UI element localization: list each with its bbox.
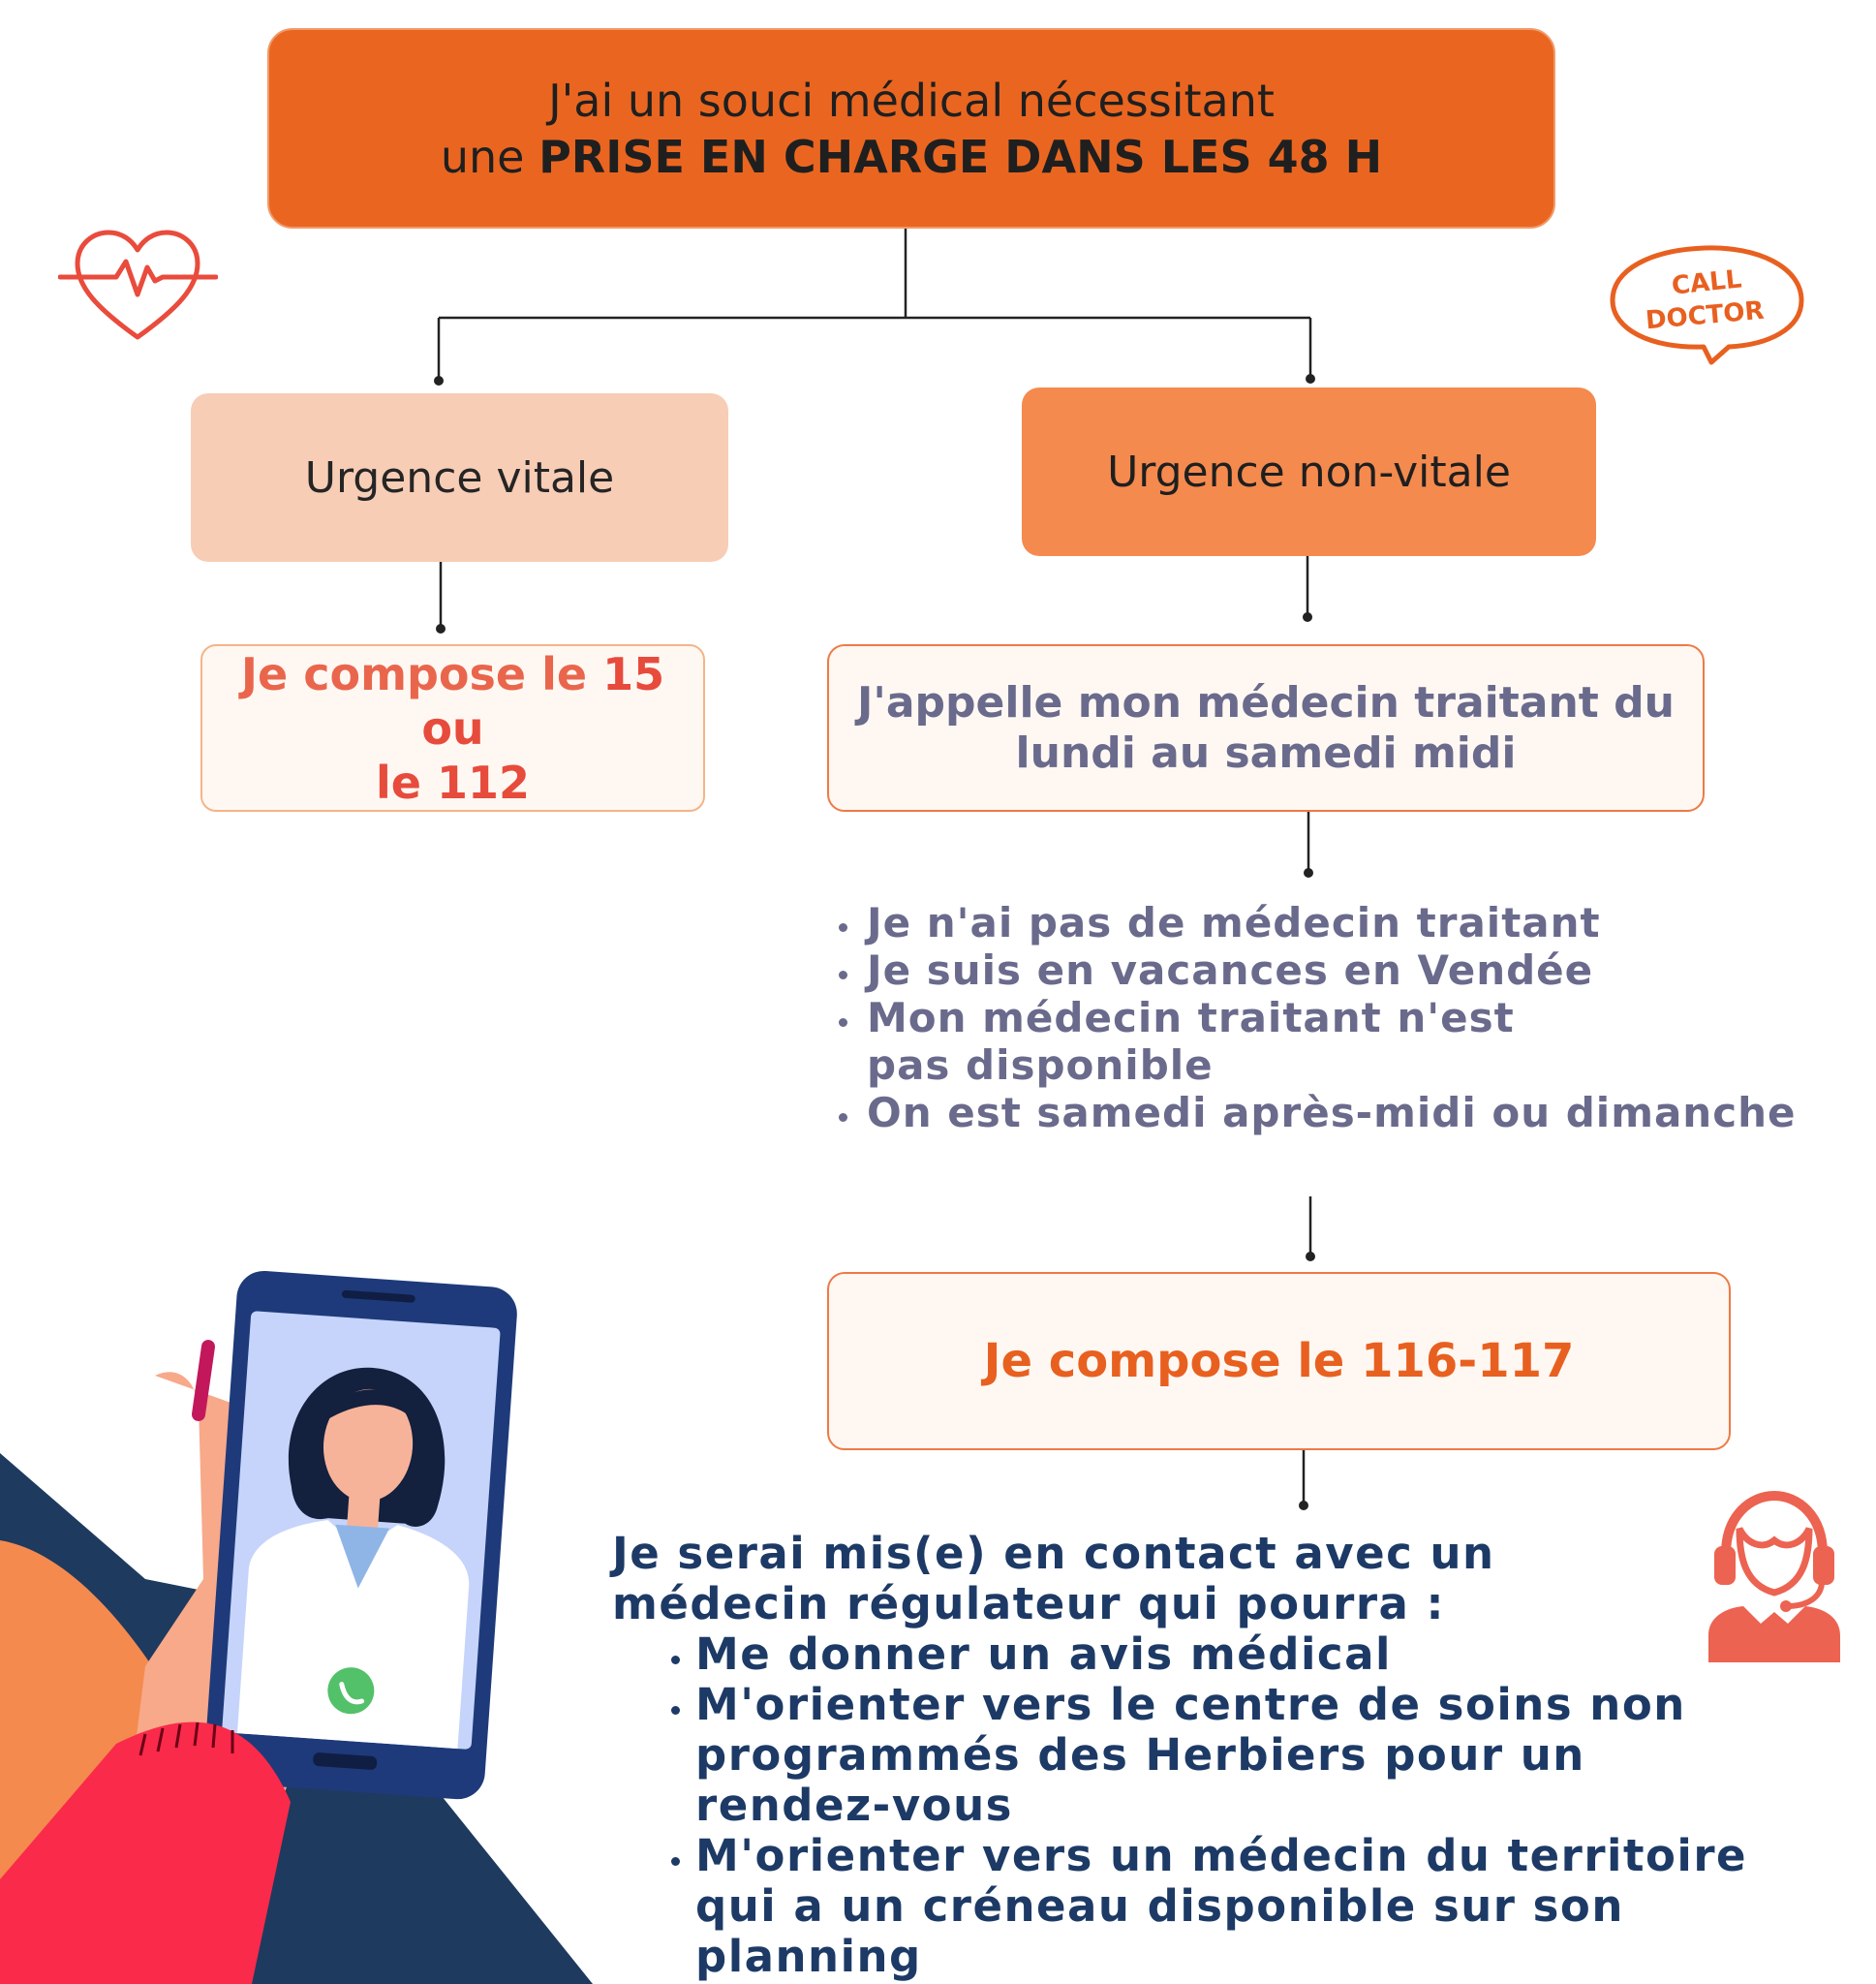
question-line2-prefix: une	[440, 130, 539, 183]
condition-item: • Je n'ai pas de médecin traitant	[863, 899, 1812, 946]
call-doctor-line2: DOCTOR	[1644, 295, 1766, 336]
appelle-line2: lundi au samedi midi	[1015, 728, 1517, 778]
compose-15-line1	[202, 647, 703, 756]
compose-15-highlight2: le 112	[375, 756, 530, 809]
condition-item: • Mon médecin traitant n'est pas disponible	[863, 994, 1603, 1089]
urgence-vitale-label: Urgence vitale	[304, 452, 615, 503]
condition-item: • On est samedi après-midi ou dimanche	[863, 1089, 1812, 1136]
contact-item: • M'orienter vers le centre de soins non programmés des Herbiers pour un rendez-vous	[695, 1680, 1780, 1831]
contact-intro: Je serai mis(e) en contact avec un médecin régulateur qui pourra :	[612, 1528, 1495, 1629]
question-line1: J'ai un souci médical nécessitant	[548, 74, 1275, 127]
compose-15-highlight1: 15 ou	[421, 647, 665, 755]
contact-section	[612, 1529, 1823, 1982]
urgence-vitale-box	[191, 393, 728, 562]
condition-item: • Je suis en vacances en Vendée	[863, 946, 1812, 994]
phone-doctor-illustration	[0, 1259, 600, 1984]
compose-15-box	[200, 644, 705, 812]
appelle-medecin-box	[827, 644, 1705, 812]
compose-15-prefix: Je compose le	[240, 647, 603, 700]
question-line2-strong: PRISE EN CHARGE DANS LES 48 H	[538, 130, 1383, 183]
contact-item: • Me donner un avis médical	[695, 1629, 1823, 1680]
urgence-non-vitale-label: Urgence non-vitale	[1107, 447, 1511, 497]
compose-116-label: Je compose le 116-117	[983, 1334, 1575, 1388]
conditions-list	[818, 899, 1812, 1136]
call-doctor-bubble-icon	[1603, 240, 1811, 368]
contact-item: • M'orienter vers un médecin du territoire qui a un créneau disponible sur son planning	[695, 1831, 1823, 1982]
urgence-non-vitale-box	[1022, 388, 1596, 556]
operator-headset-icon	[1705, 1490, 1844, 1664]
call-doctor-line1: CALL	[1670, 264, 1743, 301]
compose-116-box	[827, 1272, 1731, 1450]
question-line2	[441, 129, 1382, 185]
heartbeat-icon	[58, 223, 218, 347]
appelle-line1: J'appelle mon médecin traitant du	[857, 677, 1675, 728]
contact-list	[612, 1629, 1823, 1982]
question-box	[267, 28, 1555, 229]
